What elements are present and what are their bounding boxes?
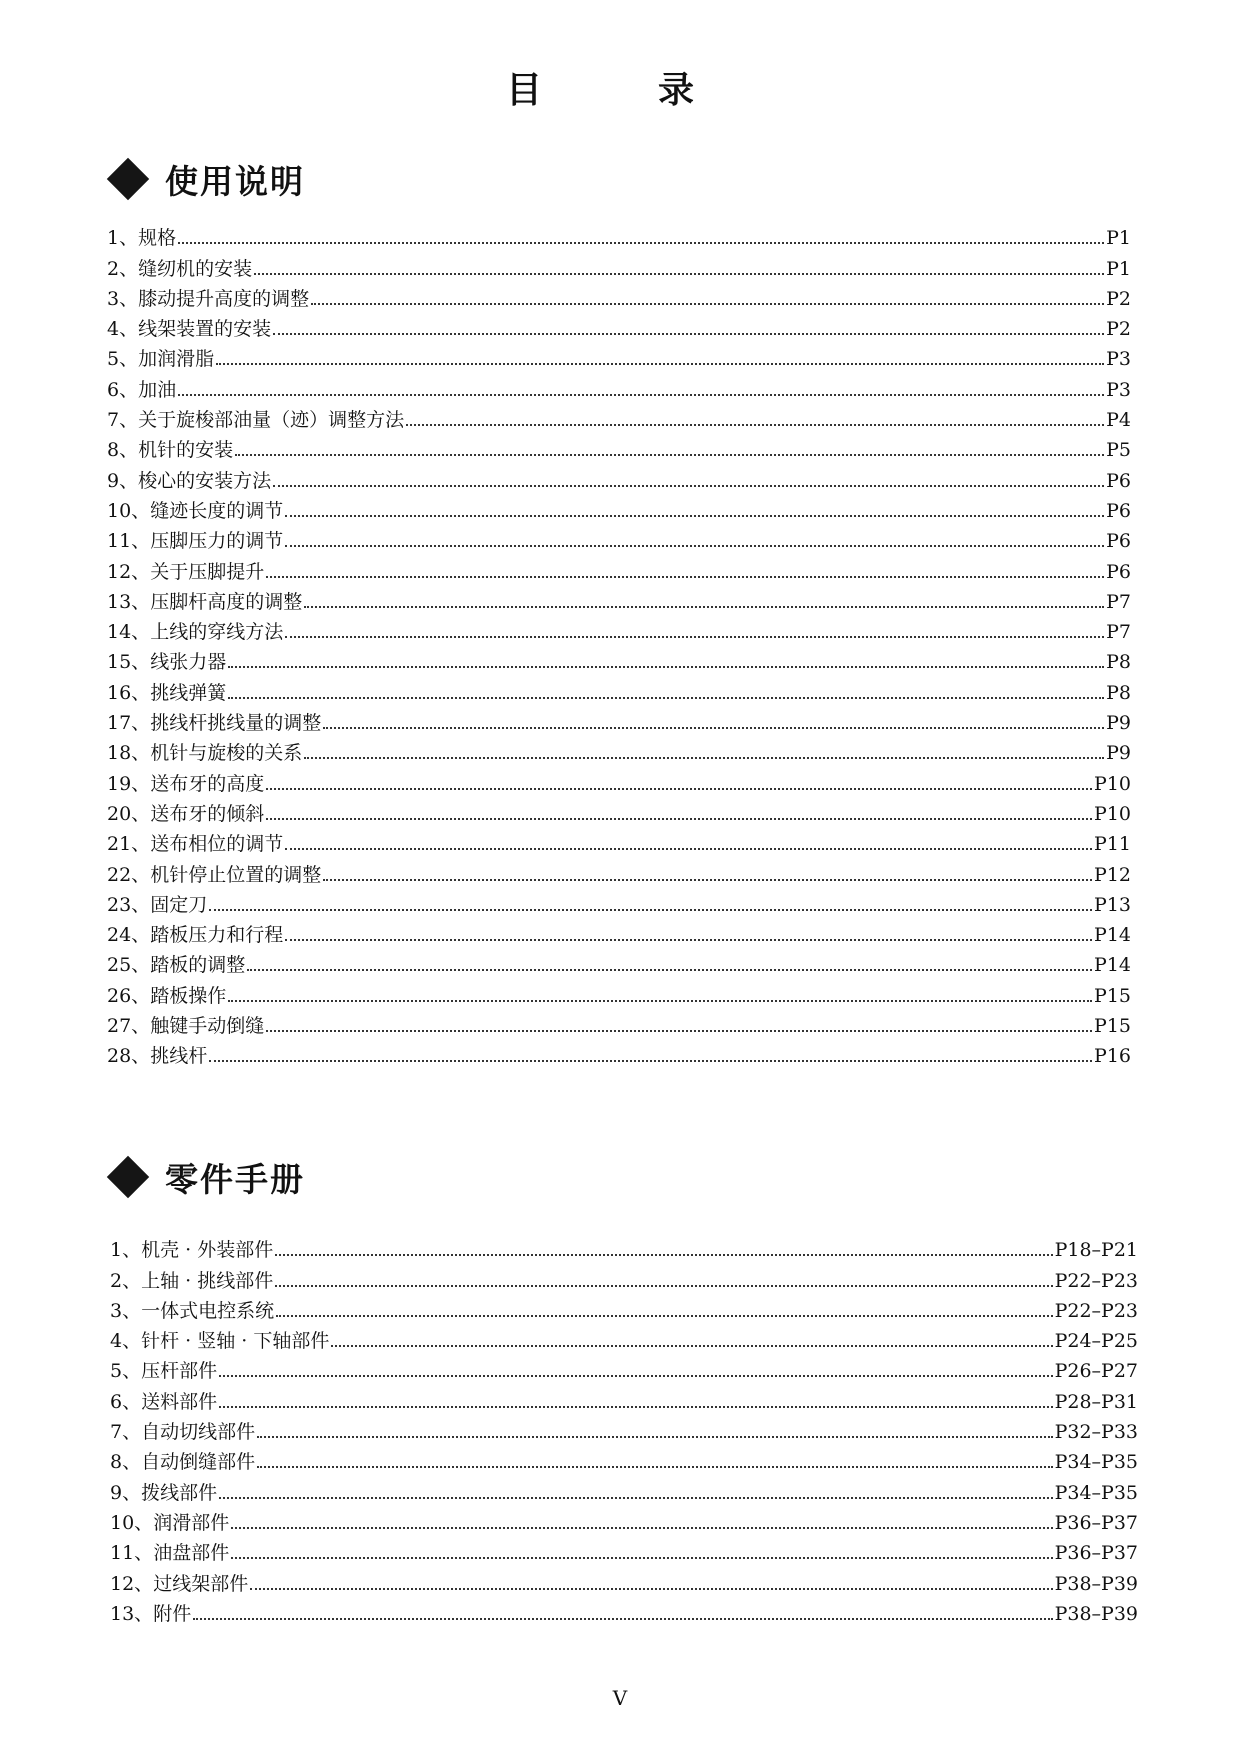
toc-entry-number: 8、 [110,1451,142,1474]
toc-entry-page: P2 [1106,287,1131,310]
dot-leader [275,1254,1052,1256]
section-header-parts [103,1150,305,1204]
toc-entry-label: 油盘部件 [153,1542,230,1565]
toc-entry [110,1535,1138,1565]
toc-entry-page: P8 [1106,651,1131,674]
toc-entry [110,1262,1138,1292]
toc-list-usage [107,220,1131,1068]
toc-entry-number: 11、 [110,1542,154,1565]
dot-leader [285,939,1092,941]
toc-entry-number: 23、 [107,893,151,916]
diamond-bullet-icon [107,158,149,200]
toc-entry [107,493,1131,523]
dot-leader [311,303,1104,305]
toc-entry-label: 加润滑脂 [138,348,215,371]
toc-entry-label: 线张力器 [150,651,227,674]
toc-entry-label: 润滑部件 [153,1511,230,1534]
toc-entry [110,1323,1138,1353]
toc-entry [107,553,1131,583]
dot-leader [275,1285,1052,1287]
dot-leader [178,242,1104,244]
toc-entry [110,1565,1138,1595]
toc-entry [107,887,1131,917]
toc-entry-number: 24、 [107,924,151,947]
toc-entry-label: 针杆 · 竖轴 · 下轴部件 [141,1330,330,1353]
toc-entry [107,796,1131,826]
dot-leader [273,333,1104,335]
toc-entry-page: P13 [1094,893,1131,916]
toc-entry [110,1444,1138,1474]
toc-entry-label: 过线架部件 [153,1572,249,1595]
toc-entry-page: P1 [1106,257,1131,280]
toc-entry-page: P24–P25 [1054,1330,1138,1353]
toc-entry-label: 上线的穿线方法 [150,621,284,644]
toc-entry-number: 16、 [107,681,151,704]
toc-entry-number: 4、 [110,1330,142,1353]
toc-entry [107,341,1131,371]
toc-entry [107,281,1131,311]
toc-entry-page: P10 [1094,802,1131,825]
toc-entry-label: 踏板压力和行程 [150,924,284,947]
toc-entry-number: 18、 [107,742,151,765]
page-title: 目 录 [505,69,734,111]
toc-entry [107,432,1131,462]
dot-leader [219,1406,1052,1408]
toc-entry-label: 一体式电控系统 [141,1299,275,1322]
toc-entry-page: P7 [1106,621,1131,644]
toc-entry-page: P3 [1106,348,1131,371]
dot-leader [250,1588,1052,1590]
dot-leader [285,848,1092,850]
toc-entry-number: 6、 [107,378,139,401]
toc-entry-number: 8、 [107,439,139,462]
toc-entry-number: 1、 [107,227,139,250]
dot-leader [231,1527,1052,1529]
toc-entry-page: P22–P23 [1054,1299,1138,1322]
toc-entry-label: 缝迹长度的调节 [150,499,284,522]
diamond-bullet-icon [107,1156,149,1198]
dot-leader [266,576,1104,578]
toc-entry-label: 线架装置的安装 [138,318,272,341]
toc-entry-label: 挑线弹簧 [150,681,227,704]
toc-entry-page: P18–P21 [1054,1239,1138,1262]
toc-entry-number: 10、 [107,499,151,522]
toc-entry-page: P12 [1094,863,1131,886]
toc-entry-label: 送布牙的倾斜 [150,802,265,825]
toc-list-parts [110,1232,1138,1626]
toc-entry [107,917,1131,947]
toc-entry-label: 挑线杆 [150,1045,208,1068]
toc-entry [107,250,1131,280]
toc-entry-label: 规格 [138,227,177,250]
toc-entry-page: P38–P39 [1054,1602,1138,1625]
dot-leader [285,545,1104,547]
dot-leader [304,757,1104,759]
toc-entry [107,674,1131,704]
toc-entry-number: 27、 [107,1015,151,1038]
toc-entry-label: 附件 [153,1602,192,1625]
toc-entry-page: P9 [1106,712,1131,735]
toc-entry [107,584,1131,614]
dot-leader [178,394,1104,396]
toc-entry-page: P4 [1106,409,1131,432]
toc-entry-label: 触键手动倒缝 [150,1015,265,1038]
toc-entry-page: P36–P37 [1054,1542,1138,1565]
dot-leader [219,1375,1052,1377]
dot-leader [219,1497,1052,1499]
dot-leader [304,606,1104,608]
toc-entry-number: 9、 [107,469,139,492]
toc-entry-number: 9、 [110,1481,142,1504]
dot-leader [257,1466,1052,1468]
toc-entry [107,371,1131,401]
toc-entry [107,765,1131,795]
toc-entry [107,705,1131,735]
toc-entry-label: 机针与旋梭的关系 [150,742,303,765]
toc-entry-number: 11、 [107,530,151,553]
toc-entry-label: 拨线部件 [141,1481,218,1504]
toc-entry [110,1414,1138,1444]
toc-entry [107,856,1131,886]
toc-entry-page: P6 [1106,560,1131,583]
toc-entry-number: 3、 [110,1299,142,1322]
toc-entry-label: 送料部件 [141,1390,218,1413]
toc-entry-label: 机壳 · 外装部件 [141,1239,274,1262]
toc-entry [110,1293,1138,1323]
toc-entry [110,1383,1138,1413]
toc-entry-number: 22、 [107,863,151,886]
toc-entry [107,311,1131,341]
toc-entry-label: 挑线杆挑线量的调整 [150,712,322,735]
toc-entry-number: 17、 [107,712,151,735]
toc-entry [107,462,1131,492]
toc-entry-page: P6 [1106,469,1131,492]
toc-entry-label: 固定刀 [150,893,208,916]
toc-entry-page: P34–P35 [1054,1451,1138,1474]
toc-entry [107,614,1131,644]
dot-leader [209,909,1092,911]
toc-entry-label: 压脚杆高度的调整 [150,590,303,613]
toc-entry [107,977,1131,1007]
page-number: V [612,1686,628,1710]
toc-entry [107,826,1131,856]
toc-entry-number: 7、 [110,1421,142,1444]
dot-leader [228,697,1104,699]
toc-entry-page: P16 [1094,1045,1131,1068]
dot-leader [406,424,1104,426]
toc-entry-number: 13、 [110,1602,154,1625]
dot-leader [209,1060,1092,1062]
toc-entry-number: 12、 [110,1572,154,1595]
toc-entry [110,1232,1138,1262]
toc-entry [107,644,1131,674]
dot-leader [235,454,1104,456]
dot-leader [231,1557,1052,1559]
toc-entry-page: P15 [1094,984,1131,1007]
toc-entry-number: 26、 [107,984,151,1007]
toc-entry-page: P15 [1094,1015,1131,1038]
toc-entry-number: 21、 [107,833,151,856]
toc-entry-label: 机针的安装 [138,439,234,462]
toc-entry-page: P3 [1106,378,1131,401]
toc-entry [107,947,1131,977]
toc-entry-page: P9 [1106,742,1131,765]
toc-entry-number: 4、 [107,318,139,341]
toc-entry-page: P2 [1106,318,1131,341]
section-title-parts: 零件手册 [165,1159,305,1199]
dot-leader [228,666,1104,668]
toc-entry-label: 送布相位的调节 [150,833,284,856]
dot-leader [323,727,1104,729]
toc-entry-label: 关于旋梭部油量（迹）调整方法 [138,409,405,432]
toc-entry-number: 25、 [107,954,151,977]
dot-leader [193,1618,1052,1620]
toc-entry-number: 13、 [107,590,151,613]
toc-entry-page: P38–P39 [1054,1572,1138,1595]
toc-entry-label: 缝纫机的安装 [138,257,253,280]
toc-entry-number: 20、 [107,802,151,825]
section-title-usage: 使用说明 [165,161,305,201]
toc-entry-number: 28、 [107,1045,151,1068]
toc-entry-page: P26–P27 [1054,1360,1138,1383]
toc-entry-label: 上轴 · 挑线部件 [141,1269,274,1292]
toc-entry-label: 踏板的调整 [150,954,246,977]
toc-entry-page: P22–P23 [1054,1269,1138,1292]
toc-entry [110,1474,1138,1504]
toc-entry [107,735,1131,765]
toc-entry-label: 自动切线部件 [141,1421,256,1444]
toc-entry-number: 2、 [107,257,139,280]
toc-entry-page: P14 [1094,924,1131,947]
toc-entry [107,1038,1131,1068]
toc-entry-number: 3、 [107,287,139,310]
toc-entry-page: P7 [1106,590,1131,613]
toc-entry-page: P11 [1094,833,1131,856]
toc-entry-number: 10、 [110,1511,154,1534]
toc-entry-page: P6 [1106,499,1131,522]
dot-leader [323,879,1092,881]
toc-entry-number: 7、 [107,409,139,432]
dot-leader [257,1436,1052,1438]
toc-entry [110,1505,1138,1535]
toc-entry-number: 1、 [110,1239,142,1262]
toc-entry [107,523,1131,553]
toc-entry-label: 膝动提升高度的调整 [138,287,310,310]
toc-entry-number: 14、 [107,621,151,644]
toc-entry-page: P28–P31 [1054,1390,1138,1413]
toc-entry [107,402,1131,432]
toc-entry-page: P6 [1106,530,1131,553]
toc-entry-label: 踏板操作 [150,984,227,1007]
dot-leader [331,1345,1052,1347]
toc-entry-page: P5 [1106,439,1131,462]
toc-entry-page: P32–P33 [1054,1421,1138,1444]
toc-entry-label: 梭心的安装方法 [138,469,272,492]
toc-entry-label: 压脚压力的调节 [150,530,284,553]
toc-entry-label: 关于压脚提升 [150,560,265,583]
dot-leader [254,273,1104,275]
dot-leader [276,1315,1052,1317]
dot-leader [216,363,1104,365]
toc-entry [110,1596,1138,1626]
toc-entry-page: P14 [1094,954,1131,977]
dot-leader [273,485,1104,487]
toc-entry [107,1008,1131,1038]
toc-entry-number: 6、 [110,1390,142,1413]
toc-entry [107,220,1131,250]
dot-leader [228,1000,1092,1002]
toc-entry-number: 5、 [107,348,139,371]
toc-entry [110,1353,1138,1383]
toc-entry-label: 送布牙的高度 [150,772,265,795]
toc-entry-label: 机针停止位置的调整 [150,863,322,886]
toc-entry-number: 2、 [110,1269,142,1292]
toc-entry-page: P1 [1106,227,1131,250]
toc-entry-label: 压杆部件 [141,1360,218,1383]
toc-entry-page: P36–P37 [1054,1511,1138,1534]
toc-entry-number: 12、 [107,560,151,583]
toc-entry-label: 加油 [138,378,177,401]
dot-leader [285,515,1104,517]
toc-entry-page: P8 [1106,681,1131,704]
section-header-usage [103,152,305,206]
toc-entry-number: 15、 [107,651,151,674]
toc-entry-number: 19、 [107,772,151,795]
dot-leader [266,818,1092,820]
toc-entry-label: 自动倒缝部件 [141,1451,256,1474]
toc-entry-page: P34–P35 [1054,1481,1138,1504]
dot-leader [247,969,1092,971]
dot-leader [285,636,1104,638]
toc-entry-page: P10 [1094,772,1131,795]
dot-leader [266,1030,1092,1032]
dot-leader [266,788,1092,790]
toc-entry-number: 5、 [110,1360,142,1383]
